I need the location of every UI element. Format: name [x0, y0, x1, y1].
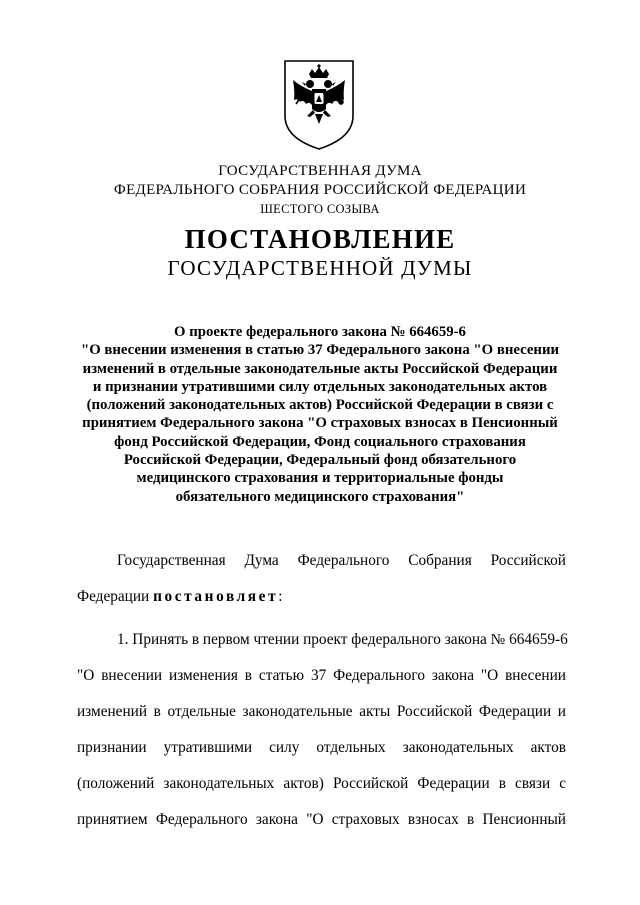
preamble-line	[77, 579, 566, 615]
point-1-paragraph	[77, 622, 566, 838]
bill-title-line: принятием Федерального закона "О страховых взносах в Пенсионный	[82, 415, 558, 432]
issuer-line-2: ФЕДЕРАЛЬНОГО СОБРАНИЯ РОССИЙСКОЙ ФЕДЕРАЦИИ	[113, 182, 527, 198]
point-1-line: принятием Федерального закона "О страховых взносах в Пенсионный	[77, 811, 566, 828]
bill-title-line: фонд Российской Федерации, Фонд социального страхования	[114, 433, 526, 450]
point-1-line: 1. Принять в первом чтении проект федерального закона № 664659-6	[117, 631, 568, 648]
bill-title-line: "О внесении изменения в статью 37 Федерального закона "О внесении	[80, 342, 560, 359]
bill-title-line: (положений законодательных актов) Российской Федерации в связи с	[86, 397, 554, 414]
document-title: ПОСТАНОВЛЕНИЕ	[184, 224, 456, 254]
document-subtitle: ГОСУДАРСТВЕННОЙ ДУМЫ	[167, 256, 473, 280]
issuer-header	[0, 162, 640, 219]
preamble-colon: :	[278, 588, 283, 605]
issuer-line-1: ГОСУДАРСТВЕННАЯ ДУМА	[218, 163, 422, 179]
preamble-text: Федерации	[77, 588, 154, 605]
point-1-line: признании утратившими силу отдельных законодательных актов	[77, 739, 566, 756]
bill-title-line: обязательного медицинского страхования"	[175, 488, 465, 505]
point-1-line: (положений законодательных актов) Российской Федерации в связи с	[77, 775, 566, 792]
preamble-line: Государственная Дума Федерального Собрания Российской	[117, 552, 566, 569]
point-1-line: изменений в отдельные законодательные акты Российской Федерации и	[77, 703, 566, 720]
bill-title-line: и признании утратившими силу отдельных законодательных актов	[92, 378, 548, 395]
bill-title-line: изменений в отдельные законодательные акты Российской Федерации	[82, 360, 558, 377]
bill-title	[60, 323, 580, 506]
preamble-paragraph	[77, 543, 566, 615]
bill-title-line: медицинского страхования и территориальные фонды	[136, 470, 504, 487]
point-1-line: "О внесении изменения в статью 37 Федерального закона "О внесении	[77, 667, 566, 684]
issuer-line-3: ШЕСТОГО СОЗЫВА	[260, 202, 380, 216]
bill-title-line: О проекте федерального закона № 664659-6	[174, 324, 466, 340]
bill-title-line: Российской Федерации, Федеральный фонд обязательного	[123, 452, 517, 469]
resolves-word: постановляет	[153, 588, 279, 605]
state-emblem-icon	[282, 58, 356, 152]
